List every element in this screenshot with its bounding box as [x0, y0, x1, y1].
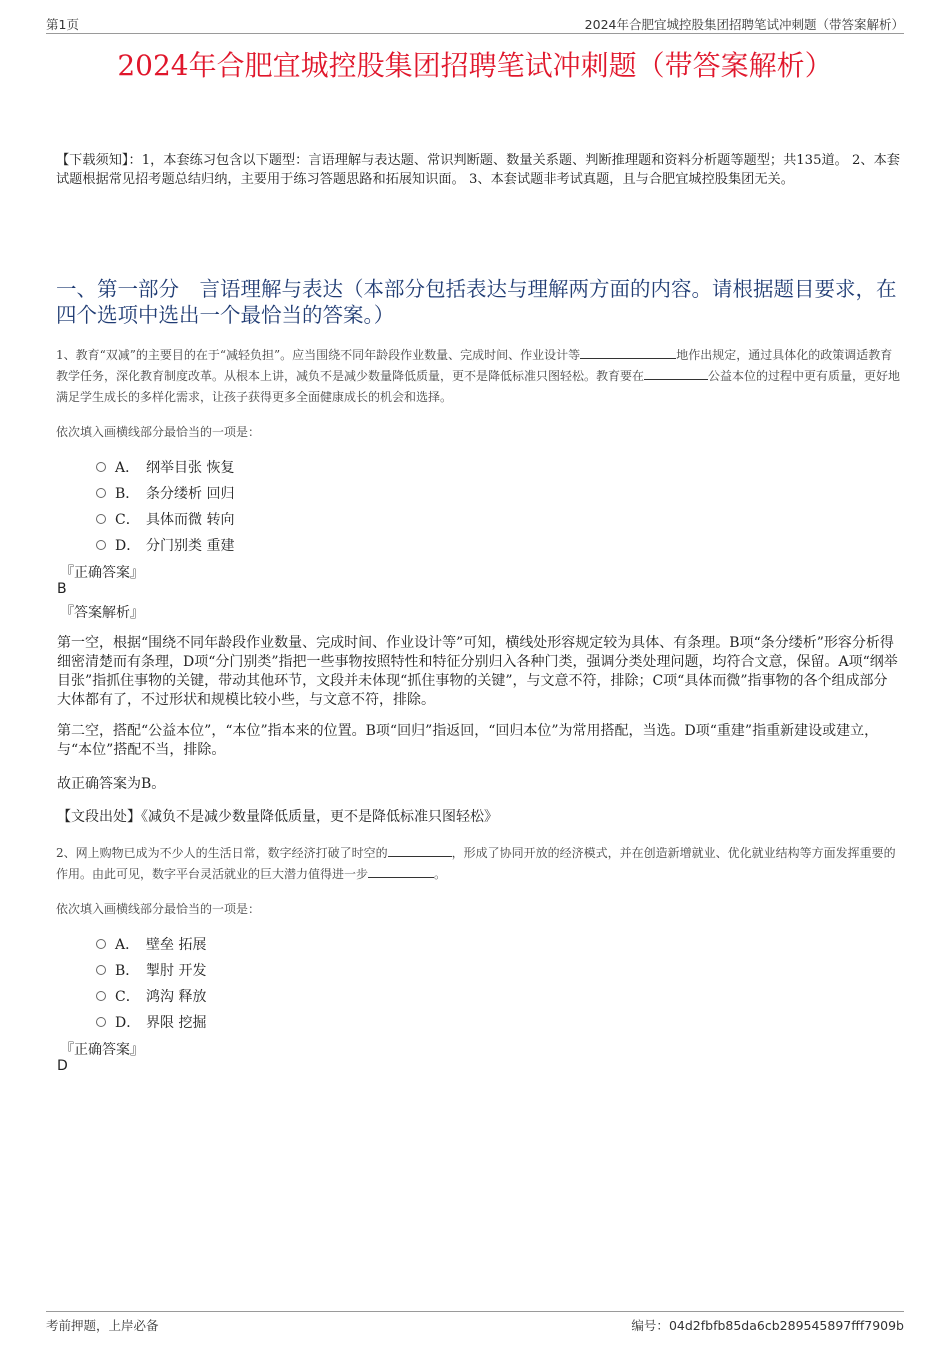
radio-icon[interactable]	[96, 965, 106, 975]
question-1-answer-label: 『正确答案』	[60, 565, 144, 581]
question-2-stem: 2、网上购物已成为不少人的生活日常，数字经济打破了时空的 ，形成了协同开放的经济模式，并在创造新增就业、优化就业结构等方面发挥重要的作用。由此可见，数字平台灵活就业的巨大潜力值得进一步 。	[56, 846, 896, 881]
question-1-stem: 1、教育“双减”的主要目的在于“减轻负担”。应当围绕不同年龄段作业数量、完成时间、作业设计等 地作出规定，通过具体化的政策调适教育教学任务，深化教育制度改革。从根本上讲，减负不是减少数量降低质量，更不是降低标准只图轻松。教育要在 公益本位的过程中更有质量，更好地满足学生成长的多样化需求，让孩子获得更多全面健康成长的机会和选择。	[56, 348, 901, 404]
footer-slogan: 考前押题，上岸必备	[46, 1318, 159, 1333]
page-number: 第1页	[46, 17, 79, 32]
page-footer	[46, 1311, 904, 1338]
question-1-option-d[interactable]: D． 分门别类 重建	[96, 535, 234, 555]
footer-code-value: 04d2fbfb85da6cb289545897fff7909b	[668, 1318, 904, 1333]
footer-code	[631, 1316, 904, 1334]
radio-icon[interactable]	[96, 991, 106, 1001]
question-1-instruction: 依次填入画横线部分最恰当的一项是：	[56, 425, 261, 439]
radio-icon[interactable]	[96, 939, 106, 949]
question-2-answer-label: 『正确答案』	[60, 1042, 144, 1058]
question-2-option-c[interactable]: C． 鸿沟 释放	[96, 986, 206, 1006]
page-header	[46, 14, 904, 34]
question-1-analysis-para-3: 故正确答案为B。	[57, 776, 166, 792]
radio-icon[interactable]	[96, 462, 106, 472]
question-2-answer: D	[57, 1058, 68, 1074]
radio-icon[interactable]	[96, 1017, 106, 1027]
question-1-answer: B	[57, 581, 67, 597]
question-1-analysis-para-2: 第二空，搭配“公益本位”，“本位”指本来的位置。B项“回归”指返回，“回归本位”为常用搭配，当选。D项“重建”指重新建设或建立，与“本位”搭配不当，排除。	[57, 723, 879, 758]
download-notice: 【下载须知】：1，本套练习包含以下题型：言语理解与表达题、常识判断题、数量关系题、判断推理题和资料分析题等题型；共135道。 2、本套试题根据常见招考题总结归纳，主要用于练习答题思路和拓展知识面。 3、本套试题非考试真题，且与合肥宜城控股集团无关。	[56, 153, 900, 187]
question-1-option-c[interactable]: C． 具体而微 转向	[96, 509, 234, 529]
question-2-option-b[interactable]: B． 掣肘 开发	[96, 960, 206, 980]
radio-icon[interactable]	[96, 540, 106, 550]
page-title: 2024年合肥宜城控股集团招聘笔试冲刺题（带答案解析）	[117, 49, 833, 82]
question-1-source: 【文段出处】《减负不是减少数量降低质量，更不是降低标准只图轻松》	[57, 809, 498, 825]
blank-line	[644, 367, 708, 380]
question-2-instruction: 依次填入画横线部分最恰当的一项是：	[56, 902, 261, 916]
radio-icon[interactable]	[96, 514, 106, 524]
question-1-option-a[interactable]: A． 纲举目张 恢复	[96, 457, 234, 477]
header-doc-title: 2024年合肥宜城控股集团招聘笔试冲刺题（带答案解析）	[584, 17, 904, 32]
footer-code-label: 编号：	[631, 1318, 669, 1333]
blank-line	[368, 865, 434, 878]
question-1-analysis-para-1: 第一空，根据“围绕不同年龄段作业数量、完成时间、作业设计等”可知，横线处形容规定较为具体、有条理。B项“条分缕析”形容分析得细密清楚而有条理，D项“分门别类”指把一些事物按照特性和特征分别归入各种门类，强调分类处理问题，均符合文意，保留。A项“纲举目张”指抓住事物的关键，带动其他环节，文段并未体现“抓住事物的关键”，与文意不符，排除；C项“具体而微”指事物的各个组成部分大体都有了，不过形状和规模比较小些，与文意不符，排除。	[57, 635, 898, 708]
blank-line	[388, 844, 452, 857]
question-1-analysis-label: 『答案解析』	[60, 605, 144, 621]
question-1-option-b[interactable]: B． 条分缕析 回归	[96, 483, 234, 503]
question-2-option-a[interactable]: A． 壁垒 拓展	[96, 934, 206, 954]
radio-icon[interactable]	[96, 488, 106, 498]
question-2-option-d[interactable]: D． 界限 挖掘	[96, 1012, 206, 1032]
section-heading: 一、第一部分 言语理解与表达（本部分包括表达与理解两方面的内容。请根据题目要求，在四个选项中选出一个最恰当的答案。）	[56, 277, 897, 327]
blank-line	[580, 346, 676, 359]
